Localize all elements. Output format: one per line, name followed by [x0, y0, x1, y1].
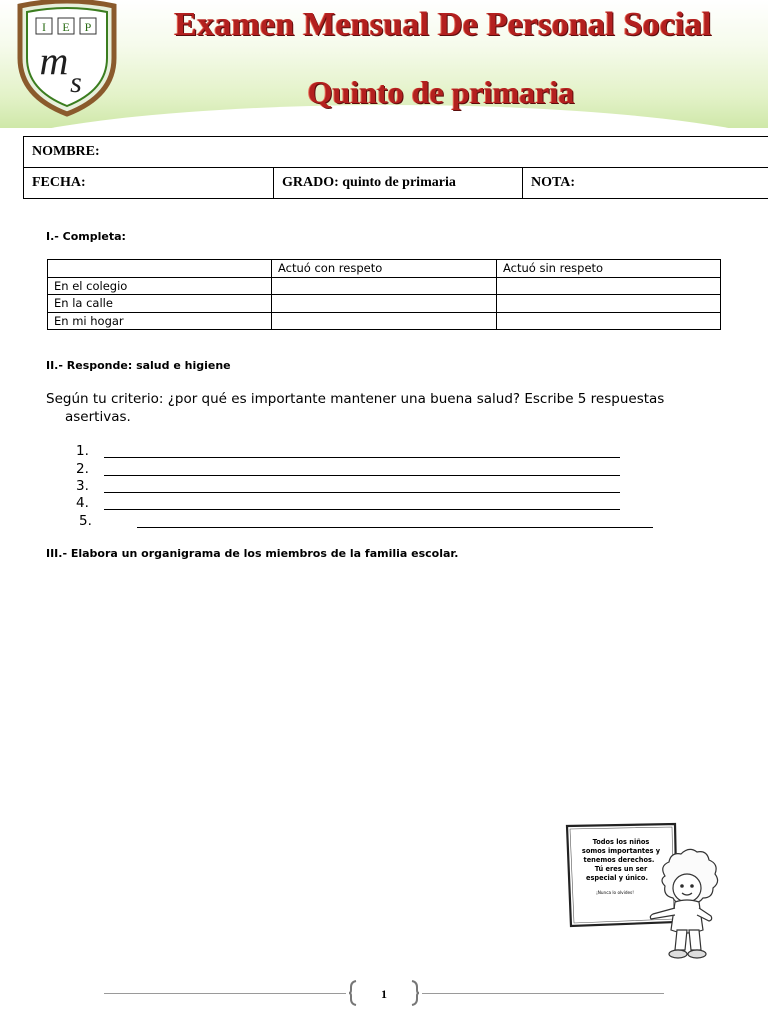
answer-number: 3. — [76, 478, 89, 494]
page-number: 1 — [381, 987, 387, 1001]
fecha-field[interactable]: FECHA: — [24, 168, 274, 199]
answer-line-1[interactable] — [76, 443, 89, 460]
row-label: En la calle — [48, 295, 272, 313]
answer-cell[interactable] — [272, 295, 497, 313]
row-label: En el colegio — [48, 277, 272, 295]
poster-line-4: Tú eres un ser — [594, 865, 648, 873]
nombre-field[interactable]: NOMBRE: — [24, 137, 768, 168]
answer-underline[interactable] — [137, 527, 653, 528]
answer-number: 4. — [76, 495, 89, 511]
question-line-2: asertivas. — [65, 409, 131, 425]
answer-line-3[interactable] — [76, 478, 89, 495]
footer-rule-right — [422, 993, 664, 994]
answer-line-4[interactable] — [76, 495, 89, 512]
info-row — [24, 137, 768, 168]
answer-line-5[interactable] — [79, 513, 92, 530]
answer-line-2[interactable] — [76, 461, 89, 478]
answer-cell[interactable] — [272, 312, 497, 330]
table-row — [48, 295, 721, 313]
poster-line-5: especial y único. — [586, 874, 648, 882]
poster-line-1: Todos los niños — [592, 838, 650, 846]
nota-field[interactable]: NOTA: — [523, 168, 768, 199]
logo-letter-p: P — [84, 20, 92, 34]
section-2-heading: II.- Responde: salud e higiene — [46, 359, 231, 372]
row-label: En mi hogar — [48, 312, 272, 330]
grado-field: GRADO: quinto de primaria — [274, 168, 523, 199]
exam-title: Examen Mensual De Personal Social — [174, 6, 712, 43]
table-header-row — [48, 260, 721, 278]
poster-line-2: somos importantes y — [581, 847, 661, 855]
logo-letter-e: E — [62, 20, 70, 34]
school-crest-logo — [14, 0, 120, 118]
child-poster-illustration — [557, 818, 737, 968]
answer-cell[interactable] — [497, 312, 721, 330]
answer-underline[interactable] — [104, 475, 620, 476]
question-line-1: Según tu criterio: ¿por qué es importante mantener una buena salud? Escribe 5 respuestas — [46, 391, 665, 407]
info-row — [24, 168, 768, 199]
logo-letter-i: I — [42, 20, 46, 34]
column-header — [48, 260, 272, 278]
exam-subtitle: Quinto de primaria — [307, 74, 575, 110]
answer-number: 5. — [79, 513, 92, 529]
poster-line-3: tenemos derechos. — [583, 856, 655, 864]
answer-number: 1. — [76, 443, 89, 459]
section-3-heading: III.- Elabora un organigrama de los miembros de la familia escolar. — [46, 547, 459, 560]
table-row — [48, 277, 721, 295]
section-1-heading: I.- Completa: — [46, 230, 126, 243]
answer-number: 2. — [76, 461, 89, 477]
answer-underline[interactable] — [104, 492, 620, 493]
respect-table — [47, 259, 721, 330]
answer-underline[interactable] — [104, 457, 620, 458]
answer-cell[interactable] — [497, 295, 721, 313]
logo-monogram-s: s — [70, 66, 82, 99]
column-header: Actuó sin respeto — [497, 260, 721, 278]
table-row — [48, 312, 721, 330]
answer-cell[interactable] — [497, 277, 721, 295]
answer-cell[interactable] — [272, 277, 497, 295]
answer-underline[interactable] — [104, 509, 620, 510]
footer-rule-left — [104, 993, 346, 994]
right-brace-icon — [410, 980, 420, 1006]
poster-line-6: ¡Nunca lo olvides! — [596, 890, 634, 895]
logo-monogram-m: m — [39, 38, 69, 83]
student-info-table — [23, 136, 768, 199]
question-text — [46, 390, 722, 426]
column-header: Actuó con respeto — [272, 260, 497, 278]
